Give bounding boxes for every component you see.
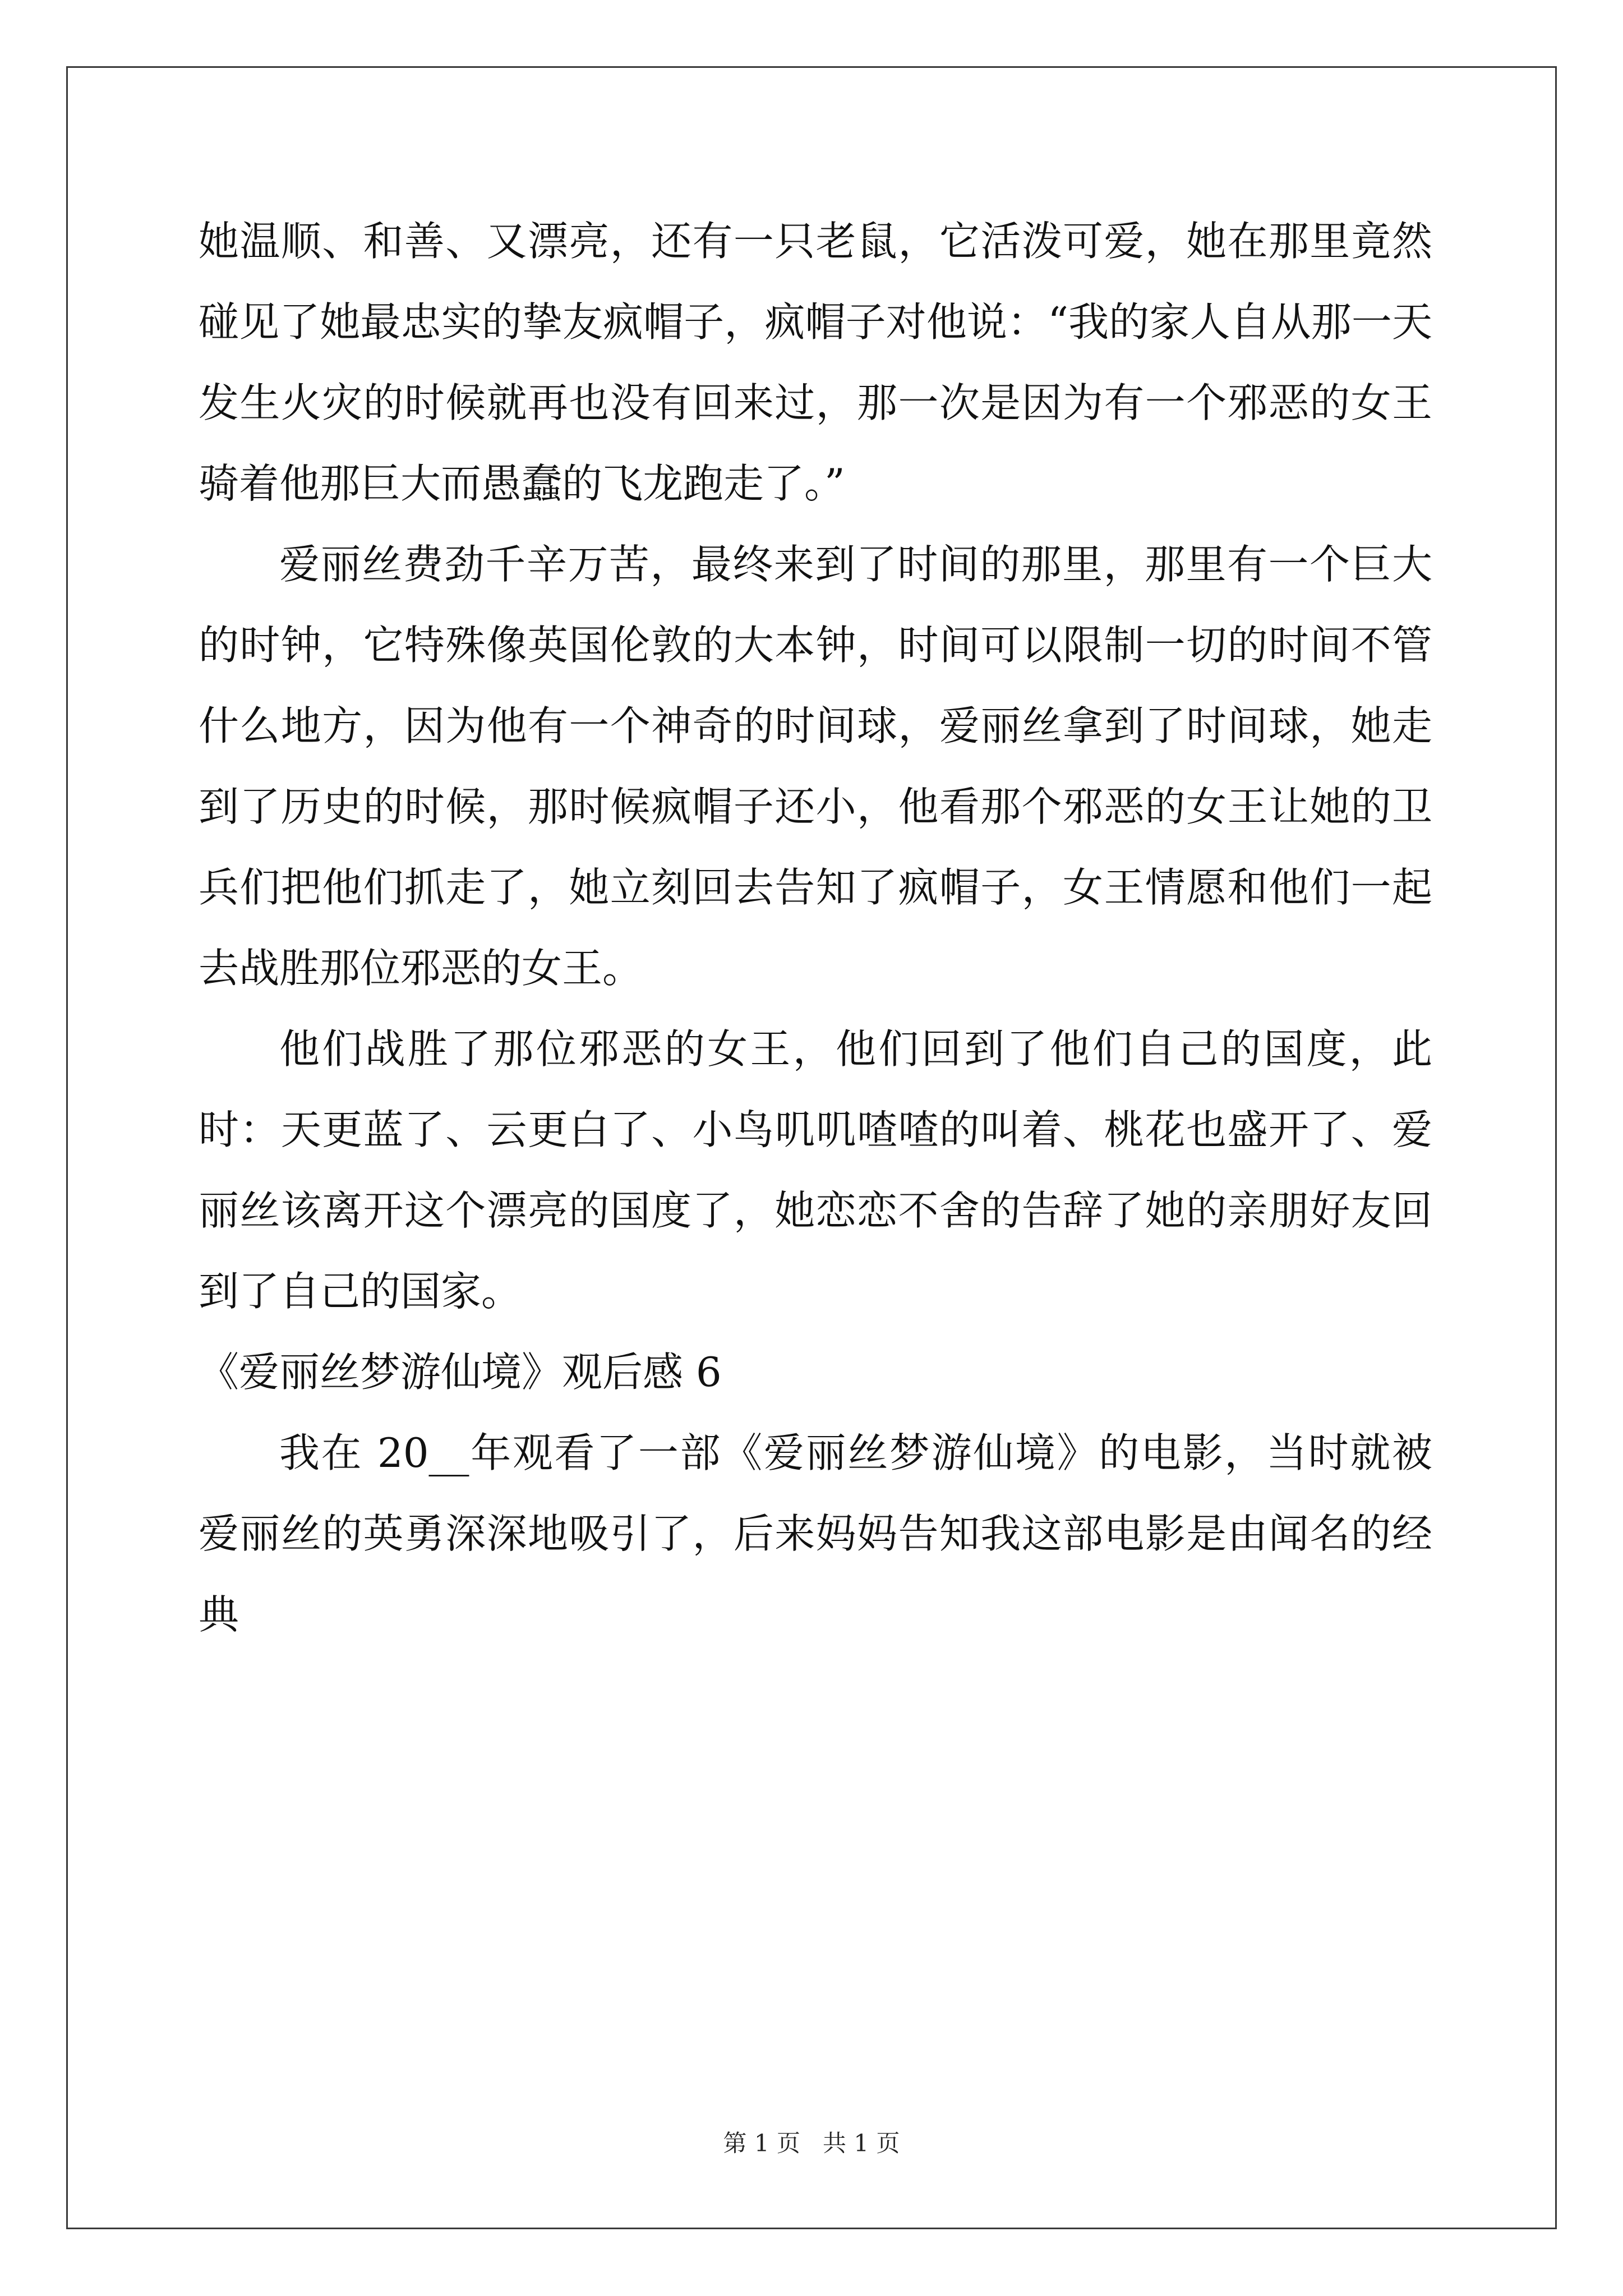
paragraph-2: 爱丽丝费劲千辛万苦，最终来到了时间的那里，那里有一个巨大的时钟，它特殊像英国伦敦的大本钟，时间可以限制一切的时间不管什么地方，因为他有一个神奇的时间球，爱丽丝拿到了时间球，她走到了历史的时候，那时候疯帽子还小，他看那个邪恶的女王让她的卫兵们把他们抓走了，她立刻回去告知了疯帽子，女王情愿和他们一起去战胜那位邪恶的女王。 [199, 541, 1432, 992]
section-heading: 《爱丽丝梦游仙境》观后感 6 [199, 1349, 722, 1396]
paragraph-3: 他们战胜了那位邪恶的女王，他们回到了他们自己的国度，此时：天更蓝了、云更白了、小鸟叽叽喳喳的叫着、桃花也盛开了、爱丽丝该离开这个漂亮的国度了，她恋恋不舍的告辞了她的亲朋好友回到了自己的国家。 [199, 1025, 1432, 1315]
paragraph-4: 我在 20__年观看了一部《爱丽丝梦游仙境》的电影，当时就被爱丽丝的英勇深深地吸引了，后来妈妈告知我这部电影是由闻名的经典 [199, 1429, 1432, 1638]
document-body [199, 201, 1432, 1655]
page-footer: 第 1 页 共 1 页 [723, 2129, 900, 2157]
paragraph-1: 她温顺、和善、又漂亮，还有一只老鼠，它活泼可爱，她在那里竟然碰见了她最忠实的挚友疯帽子，疯帽子对他说：“我的家人自从那一天发生火灾的时候就再也没有回来过，那一次是因为有一个邪恶的女王骑着他那巨大而愚蠢的飞龙跑走了。” [199, 218, 1432, 507]
